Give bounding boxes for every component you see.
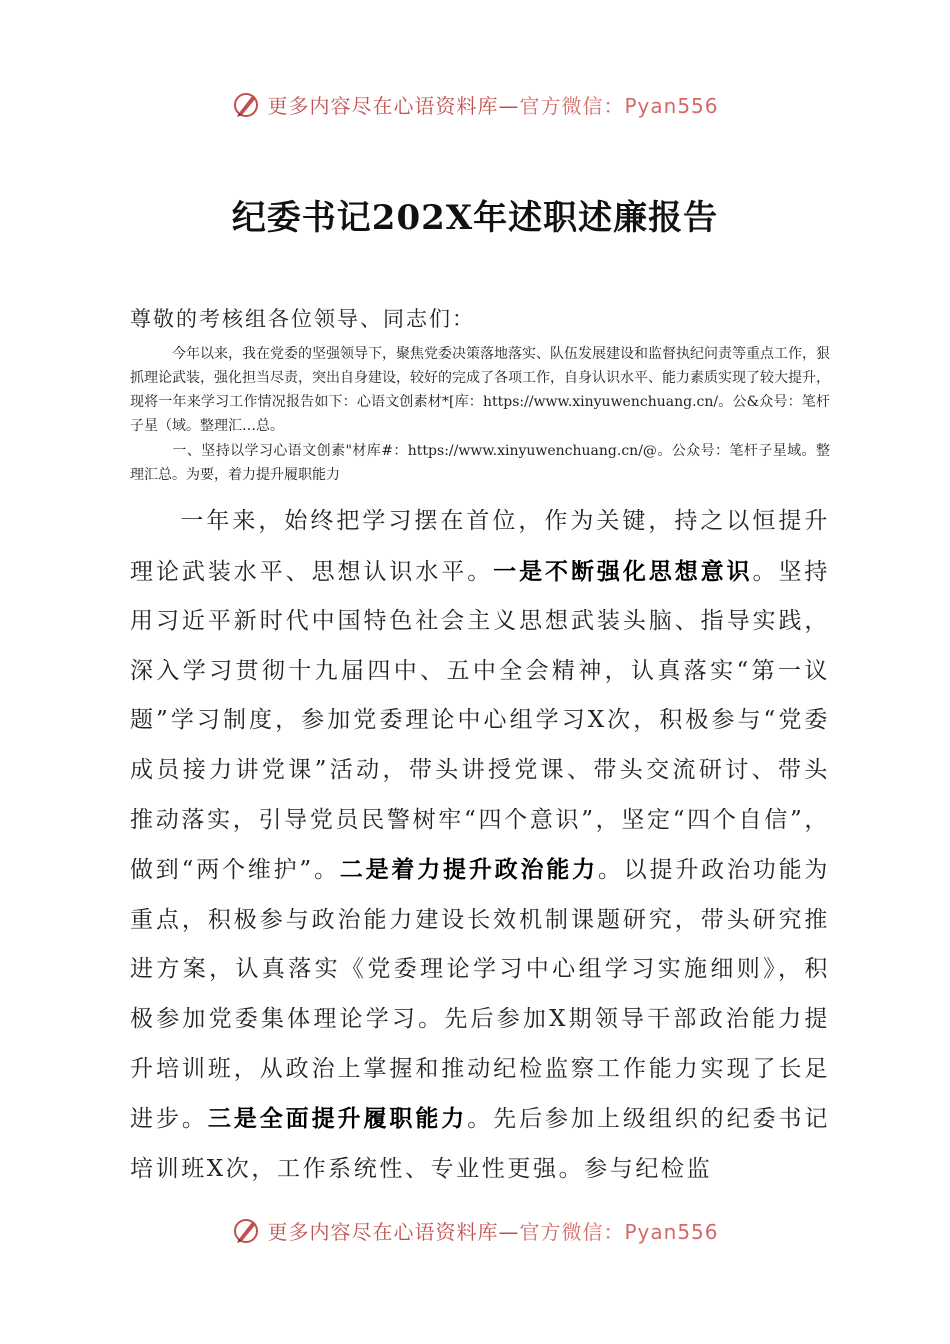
watermark-text: 更多内容尽在心语资料库—官方微信：Pyan556 bbox=[267, 1219, 719, 1244]
footer-watermark bbox=[0, 1210, 950, 1250]
watermark-text: 更多内容尽在心语资料库—官方微信：Pyan556 bbox=[267, 93, 719, 118]
point-1-heading: 一是不断强化思想意识 bbox=[493, 557, 753, 585]
intro-paragraph: 今年以来，我在党委的坚强领导下，聚焦党委决策落地落实、队伍发展建设和监督执纪问责等重点工作，狠抓理论武装，强化担当尽责，突出自身建设，较好的完成了各项工作，自身认识水平、能力素质实现了较大提升，现将一年来学习工作情况报告如下：心语文创素材*[库：https://www.xinyuwenchuang.cn/。公&众号：笔杆子星（域。整理汇…总。 bbox=[130, 346, 830, 434]
point-2-heading: 二是着力提升政治能力 bbox=[339, 856, 598, 884]
greeting: 尊敬的考核组各位领导、同志们： bbox=[130, 307, 475, 331]
header-watermark bbox=[0, 84, 950, 124]
pen-logo-icon bbox=[231, 89, 261, 119]
point-3-heading: 三是全面提升履职能力 bbox=[207, 1105, 468, 1133]
section-heading: 一、坚持以学习心语文创素"材库#：https://www.xinyuwenchuang.cn/@。公众号：笔杆子星域。整理汇总。为要，着力提升履职能力 bbox=[130, 443, 830, 483]
body-paragraph: 一年来，始终把学习摆在首位，作为关键，持之以恒提升理论武装水平、思想认识水平。一是不断强化思想意识。坚持用习近平新时代中国特色社会主义思想武装头脑、指导实践，深入学习贯彻十九届四中、五中全会精神，认真落实“第一议题”学习制度，参加党委理论中心组学习X次，积极参与“党委成员接力讲党课”活动，带头讲授党课、带头交流研讨、带头推动落实，引导党员民警树牢“四个意识”，坚定“四个自信”，做到“两个维护”。二是着力提升政治能力。以提升政治功能为重点，积极参与政治能力建设长效机制课题研究，带头研究推进方案，认真落实《党委理论学习中心组学习实施细则》，积极参加党委集体理论学习。先后参加X期领导干部政治能力提升培训班，从政治上掌握和推动纪检监察工作能力实现了长足进步。三是全面提升履职能力。先后参加上级组织的纪委书记培训班X次，工作系统性、专业性更强。参与纪检监 bbox=[130, 508, 831, 1182]
document-title: 纪委书记202X年述职述廉报告 bbox=[231, 198, 719, 238]
pen-logo-icon bbox=[231, 1215, 261, 1245]
